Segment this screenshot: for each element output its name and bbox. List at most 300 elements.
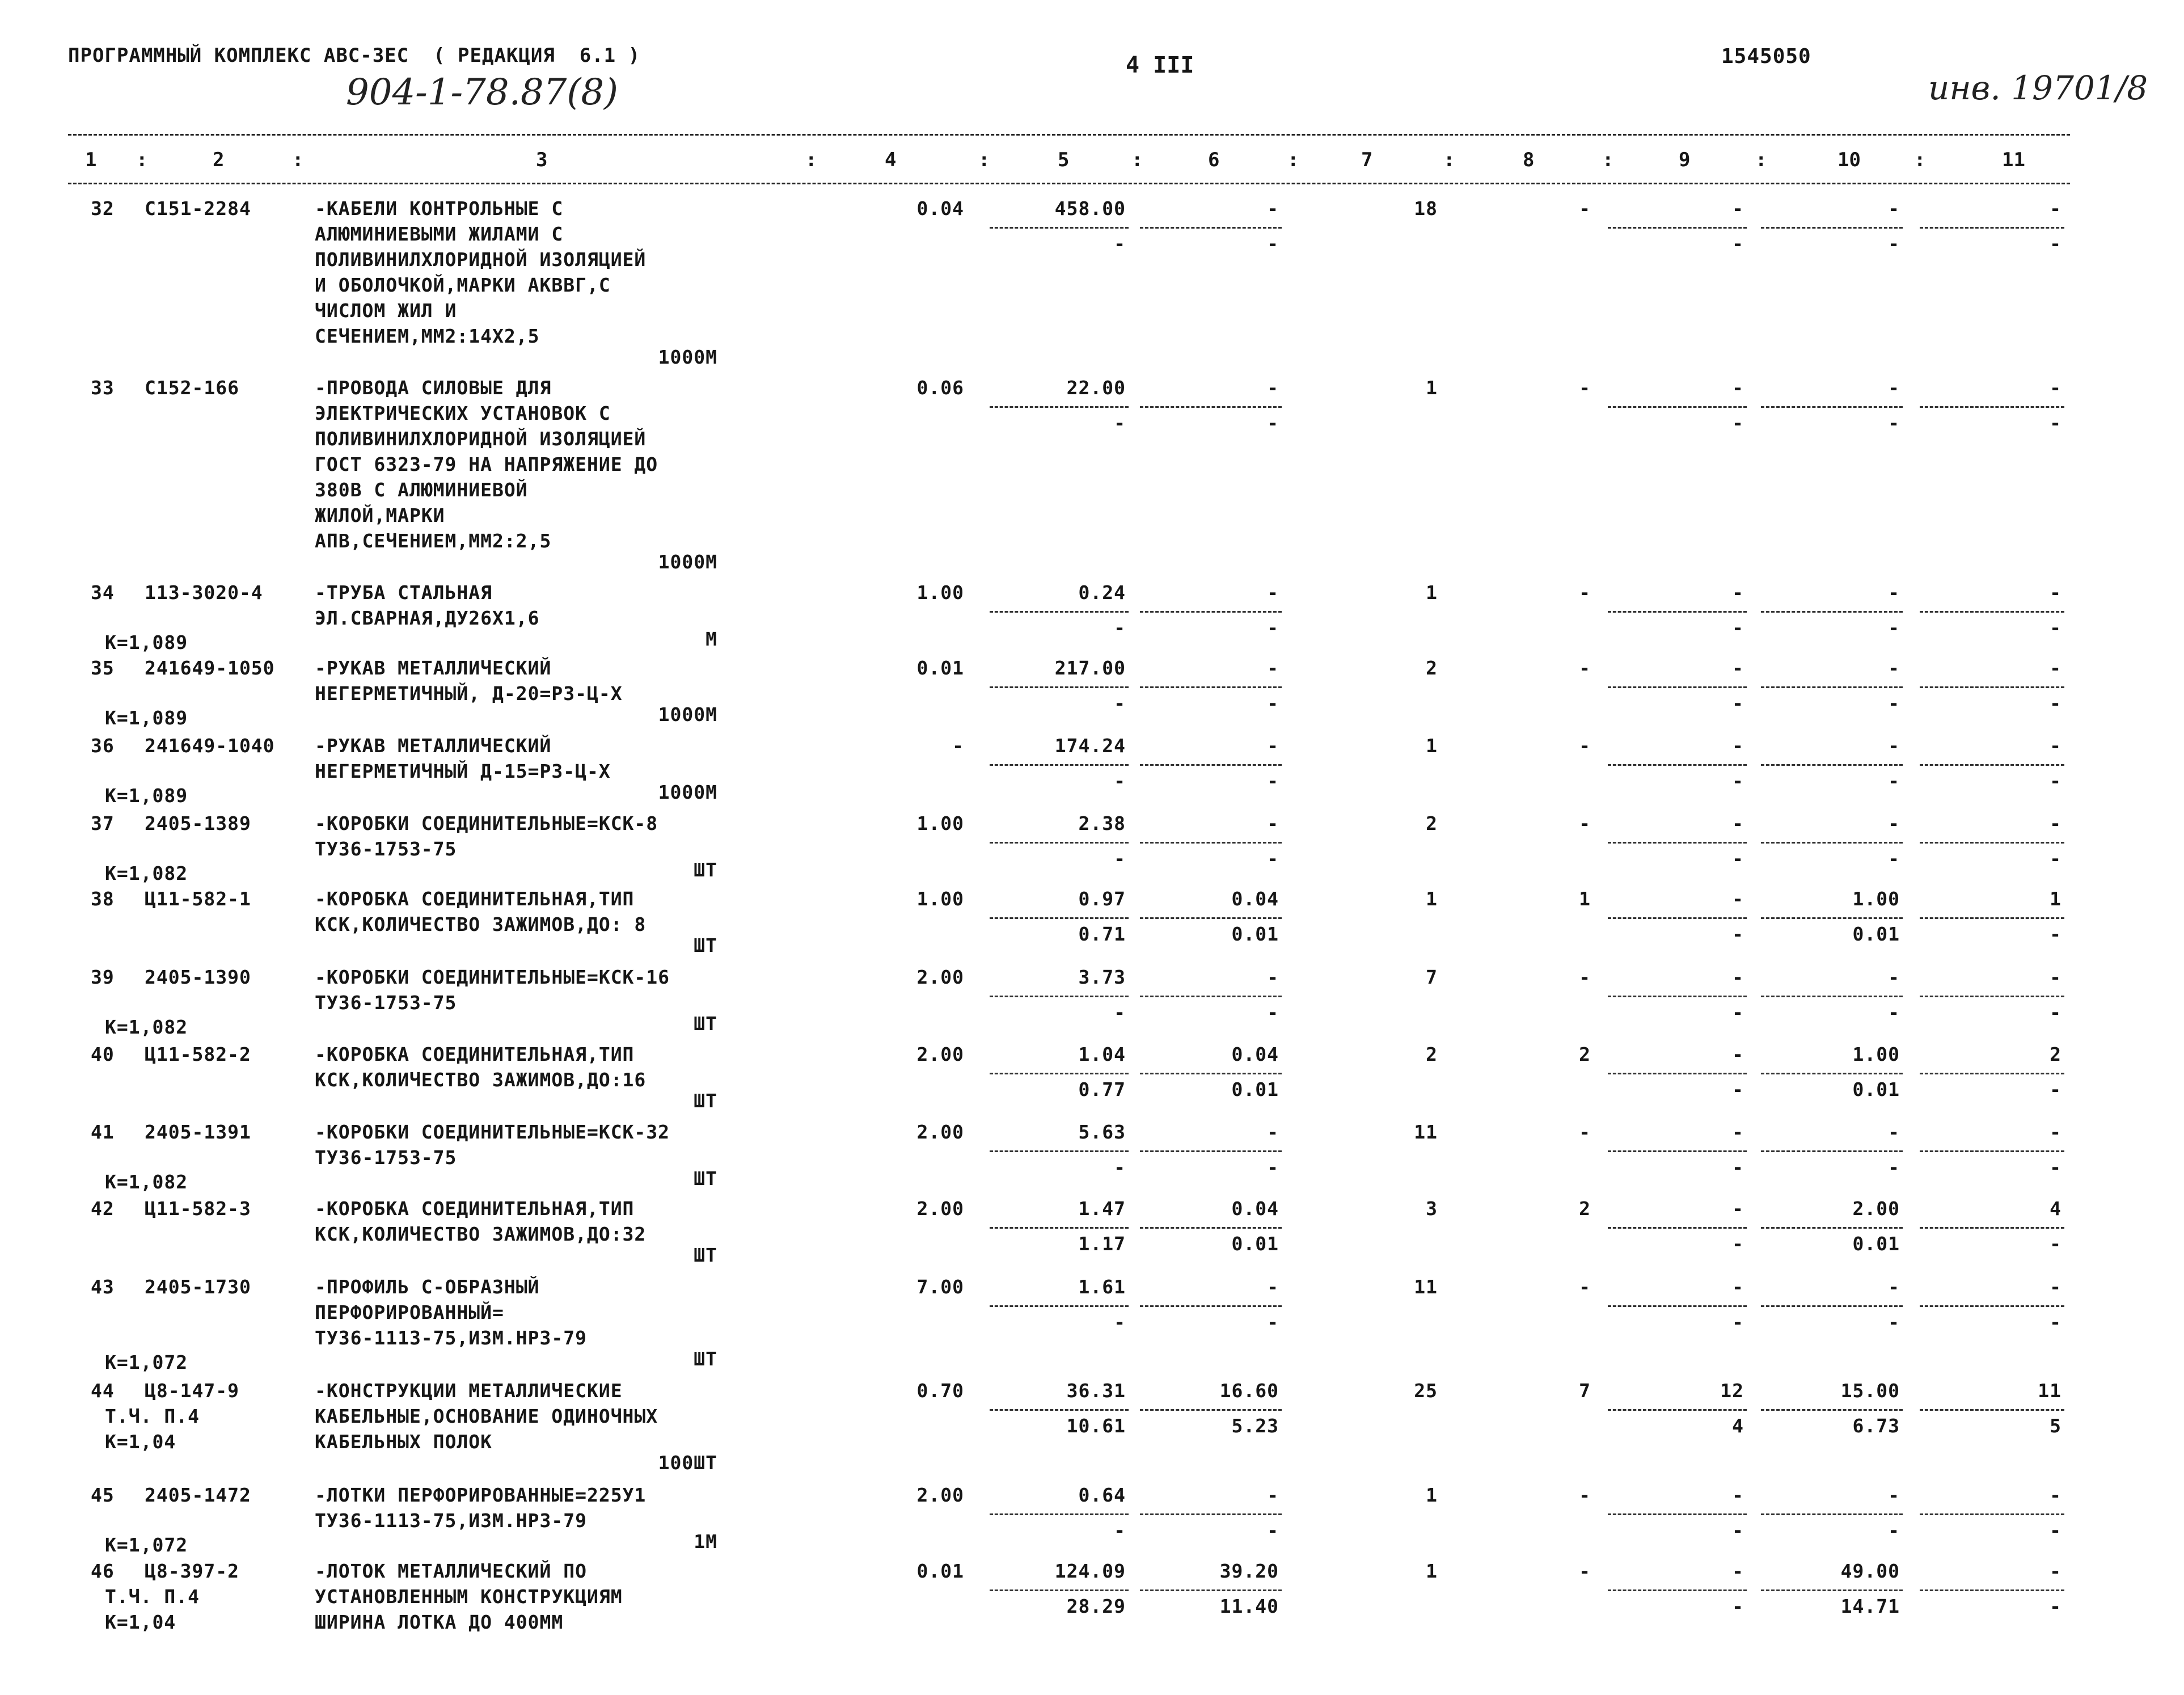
col5-sub-value: 28.29 bbox=[1066, 1595, 1126, 1617]
row-code: Ц8-397-2 bbox=[145, 1560, 239, 1582]
col8-value: - bbox=[1579, 1276, 1591, 1298]
split-line-10 bbox=[1761, 1150, 1903, 1152]
col6-sub-value: 11.40 bbox=[1219, 1595, 1279, 1617]
row-unit: ШТ bbox=[694, 934, 717, 956]
col11-value: 11 bbox=[2038, 1380, 2062, 1402]
col9-value: - bbox=[1732, 1560, 1744, 1582]
split-line-11 bbox=[1920, 996, 2064, 997]
split-line-9 bbox=[1608, 917, 1747, 919]
split-line-9 bbox=[1608, 1073, 1747, 1074]
col7-value: 7 bbox=[1426, 966, 1438, 988]
row-description-line: ТУ36-1113-75,ИЗМ.НР3-79 bbox=[315, 1327, 587, 1349]
col11-value: - bbox=[2050, 581, 2062, 604]
col10-sub-value: - bbox=[1888, 770, 1900, 792]
col5-value: 22.00 bbox=[1066, 377, 1126, 399]
col5-sub-value: - bbox=[1114, 1519, 1126, 1541]
row-number: 44 bbox=[91, 1380, 115, 1402]
col8-value: - bbox=[1579, 1484, 1591, 1506]
col11-value: - bbox=[2050, 197, 2062, 220]
col6-value: - bbox=[1267, 1276, 1279, 1298]
row-code: Ц11-582-2 bbox=[145, 1043, 251, 1065]
split-line-9 bbox=[1608, 1227, 1747, 1229]
row-description-line: -КОРОБКИ СОЕДИНИТЕЛЬНЫЕ=КСК-16 bbox=[315, 966, 670, 988]
split-line-10 bbox=[1761, 1513, 1903, 1515]
split-line-9 bbox=[1608, 764, 1747, 766]
split-line-6 bbox=[1140, 764, 1282, 766]
row-coefficient: К=1,072 bbox=[105, 1351, 188, 1373]
split-line-9 bbox=[1608, 996, 1747, 997]
col5-value: 217.00 bbox=[1054, 657, 1126, 679]
split-line-11 bbox=[1920, 1150, 2064, 1152]
col6-sub-value: - bbox=[1267, 617, 1279, 639]
col6-sub-value: 5.23 bbox=[1231, 1415, 1279, 1437]
split-line-10 bbox=[1761, 1227, 1903, 1229]
row-description-line: -ПРОВОДА СИЛОВЫЕ ДЛЯ bbox=[315, 377, 552, 399]
col11-sub-value: - bbox=[2050, 1519, 2062, 1541]
col4-value: 1.00 bbox=[916, 581, 964, 604]
col7-value: 11 bbox=[1414, 1121, 1438, 1143]
split-line-6 bbox=[1140, 996, 1282, 997]
row-unit: ШТ bbox=[694, 1090, 717, 1112]
split-line-10 bbox=[1761, 764, 1903, 766]
col9-value: - bbox=[1732, 888, 1744, 910]
split-line-6 bbox=[1140, 1589, 1282, 1591]
col11-sub-value: 5 bbox=[2050, 1415, 2062, 1437]
col10-sub-value: - bbox=[1888, 1001, 1900, 1023]
split-line-9 bbox=[1608, 406, 1747, 408]
col10-sub-value: 0.01 bbox=[1852, 1078, 1900, 1101]
col4-value: 0.01 bbox=[916, 1560, 964, 1582]
col5-sub-value: - bbox=[1114, 847, 1126, 870]
row-description-line: -КОРОБКА СОЕДИНИТЕЛЬНАЯ,ТИП bbox=[315, 1043, 635, 1065]
project-code: 904-1-78.87(8) bbox=[346, 71, 618, 113]
split-line-11 bbox=[1920, 842, 2064, 844]
split-line-10 bbox=[1761, 1073, 1903, 1074]
split-line-9 bbox=[1608, 1150, 1747, 1152]
row-unit: М bbox=[706, 628, 717, 650]
col6-sub-value: - bbox=[1267, 1519, 1279, 1541]
row-description-line: ЭЛЕКТРИЧЕСКИХ УСТАНОВОК С bbox=[315, 402, 611, 424]
split-line-5 bbox=[990, 1227, 1129, 1229]
row-description-line: -КОРОБКИ СОЕДИНИТЕЛЬНЫЕ=КСК-32 bbox=[315, 1121, 670, 1143]
col10-sub-value: - bbox=[1888, 617, 1900, 639]
col9-sub-value: - bbox=[1732, 1233, 1744, 1255]
col11-value: - bbox=[2050, 1560, 2062, 1582]
row-code: 2405-1389 bbox=[145, 812, 251, 834]
split-line-10 bbox=[1761, 996, 1903, 997]
col8-value: 1 bbox=[1579, 888, 1591, 910]
row-number: 36 bbox=[91, 735, 115, 757]
col4-value: 2.00 bbox=[916, 1121, 964, 1143]
row-unit: 1000М bbox=[658, 703, 717, 726]
col5-sub-value: - bbox=[1114, 617, 1126, 639]
col8-value: - bbox=[1579, 1121, 1591, 1143]
col5-sub-value: 1.17 bbox=[1078, 1233, 1126, 1255]
row-description-line: КСК,КОЛИЧЕСТВО ЗАЖИМОВ,ДО: 8 bbox=[315, 913, 647, 935]
col11-sub-value: - bbox=[2050, 1311, 2062, 1333]
col11-value: - bbox=[2050, 966, 2062, 988]
row-description-line: ЭЛ.СВАРНАЯ,ДУ26Х1,6 bbox=[315, 607, 540, 629]
row-code: 2405-1390 bbox=[145, 966, 251, 988]
split-line-9 bbox=[1608, 1409, 1747, 1411]
row-description-line: ГОСТ 6323-79 НА НАПРЯЖЕНИЕ ДО bbox=[315, 453, 658, 475]
row-coefficient: Т.Ч. П.4 bbox=[105, 1405, 200, 1427]
col5-value: 0.64 bbox=[1078, 1484, 1126, 1506]
col9-value: - bbox=[1732, 1043, 1744, 1065]
split-line-11 bbox=[1920, 764, 2064, 766]
row-description-line: КАБЕЛЬНЫЕ,ОСНОВАНИЕ ОДИНОЧНЫХ bbox=[315, 1405, 658, 1427]
row-description-line: ТУ36-1753-75 bbox=[315, 838, 457, 860]
split-line-11 bbox=[1920, 227, 2064, 229]
col7-value: 11 bbox=[1414, 1276, 1438, 1298]
split-line-5 bbox=[990, 1589, 1129, 1591]
row-description-line: ТУ36-1753-75 bbox=[315, 1146, 457, 1169]
col6-value: 0.04 bbox=[1231, 1198, 1279, 1220]
column-separator: : bbox=[1287, 149, 1299, 171]
col11-sub-value: - bbox=[2050, 692, 2062, 714]
col11-sub-value: - bbox=[2050, 770, 2062, 792]
row-code: 241649-1050 bbox=[145, 657, 275, 679]
column-separator: : bbox=[1914, 149, 1926, 171]
col4-value: - bbox=[952, 735, 964, 757]
row-unit: 1000М bbox=[658, 551, 717, 573]
split-line-5 bbox=[990, 842, 1129, 844]
split-line-6 bbox=[1140, 227, 1282, 229]
row-unit: ШТ bbox=[694, 859, 717, 881]
col6-sub-value: - bbox=[1267, 847, 1279, 870]
split-line-5 bbox=[990, 227, 1129, 229]
col11-value: - bbox=[2050, 1276, 2062, 1298]
row-description-line: -КОРОБКИ СОЕДИНИТЕЛЬНЫЕ=КСК-8 bbox=[315, 812, 658, 834]
row-code: Ц11-582-1 bbox=[145, 888, 251, 910]
split-line-5 bbox=[990, 686, 1129, 688]
col8-value: 2 bbox=[1579, 1043, 1591, 1065]
col10-value: - bbox=[1888, 657, 1900, 679]
row-code: С152-166 bbox=[145, 377, 239, 399]
col11-sub-value: - bbox=[2050, 233, 2062, 255]
col4-value: 0.06 bbox=[916, 377, 964, 399]
header-top-rule bbox=[68, 134, 2070, 136]
col7-value: 1 bbox=[1426, 377, 1438, 399]
split-line-5 bbox=[990, 611, 1129, 613]
col10-sub-value: 0.01 bbox=[1852, 1233, 1900, 1255]
col5-value: 36.31 bbox=[1066, 1380, 1126, 1402]
col10-value: - bbox=[1888, 735, 1900, 757]
col11-value: 4 bbox=[2050, 1198, 2062, 1220]
col9-value: - bbox=[1732, 735, 1744, 757]
split-line-9 bbox=[1608, 227, 1747, 229]
col6-sub-value: 0.01 bbox=[1231, 923, 1279, 945]
row-code: Ц11-582-3 bbox=[145, 1198, 251, 1220]
row-description-line: НЕГЕРМЕТИЧНЫЙ Д-15=Р3-Ц-Х bbox=[315, 760, 611, 782]
split-line-11 bbox=[1920, 1409, 2064, 1411]
col7-value: 1 bbox=[1426, 1560, 1438, 1582]
row-coefficient: К=1,04 bbox=[105, 1611, 176, 1633]
col6-value: - bbox=[1267, 581, 1279, 604]
col9-value: - bbox=[1732, 1276, 1744, 1298]
col11-sub-value: - bbox=[2050, 1233, 2062, 1255]
row-description-line: И ОБОЛОЧКОЙ,МАРКИ АКВВГ,С bbox=[315, 274, 611, 296]
col10-sub-value: - bbox=[1888, 1311, 1900, 1333]
col4-value: 1.00 bbox=[916, 888, 964, 910]
col9-sub-value: - bbox=[1732, 1078, 1744, 1101]
row-coefficient: К=1,082 bbox=[105, 1016, 188, 1038]
column-header-6: 6 bbox=[1208, 149, 1220, 171]
column-separator: : bbox=[136, 149, 148, 171]
row-number: 41 bbox=[91, 1121, 115, 1143]
col9-sub-value: - bbox=[1732, 1156, 1744, 1178]
column-header-3: 3 bbox=[536, 149, 548, 171]
col10-value: - bbox=[1888, 197, 1900, 220]
col9-sub-value: - bbox=[1732, 1311, 1744, 1333]
col11-value: - bbox=[2050, 812, 2062, 834]
col9-sub-value: - bbox=[1732, 770, 1744, 792]
col7-value: 1 bbox=[1426, 888, 1438, 910]
col5-value: 1.04 bbox=[1078, 1043, 1126, 1065]
col11-value: - bbox=[2050, 1121, 2062, 1143]
row-description-line: ТУ36-1113-75,ИЗМ.НР3-79 bbox=[315, 1510, 587, 1532]
row-description-line: -КОРОБКА СОЕДИНИТЕЛЬНАЯ,ТИП bbox=[315, 1198, 635, 1220]
split-line-10 bbox=[1761, 611, 1903, 613]
col4-value: 0.01 bbox=[916, 657, 964, 679]
row-description-line: ПОЛИВИНИЛХЛОРИДНОЙ ИЗОЛЯЦИЕЙ bbox=[315, 248, 647, 271]
split-line-6 bbox=[1140, 686, 1282, 688]
column-separator: : bbox=[1443, 149, 1455, 171]
split-line-6 bbox=[1140, 406, 1282, 408]
split-line-6 bbox=[1140, 611, 1282, 613]
row-code: 2405-1472 bbox=[145, 1484, 251, 1506]
col6-value: - bbox=[1267, 1484, 1279, 1506]
row-number: 46 bbox=[91, 1560, 115, 1582]
col6-sub-value: - bbox=[1267, 412, 1279, 434]
column-header-11: 11 bbox=[2002, 149, 2025, 171]
page-number: 4 III bbox=[1126, 52, 1194, 78]
split-line-10 bbox=[1761, 1305, 1903, 1307]
col7-value: 1 bbox=[1426, 735, 1438, 757]
col9-sub-value: - bbox=[1732, 1519, 1744, 1541]
split-line-6 bbox=[1140, 1409, 1282, 1411]
column-separator: : bbox=[292, 149, 304, 171]
col4-value: 7.00 bbox=[916, 1276, 964, 1298]
col11-sub-value: - bbox=[2050, 1078, 2062, 1101]
col7-value: 3 bbox=[1426, 1198, 1438, 1220]
row-coefficient: К=1,089 bbox=[105, 785, 188, 807]
col6-sub-value: - bbox=[1267, 1311, 1279, 1333]
row-number: 33 bbox=[91, 377, 115, 399]
col9-value: - bbox=[1732, 581, 1744, 604]
col6-value: 16.60 bbox=[1219, 1380, 1279, 1402]
col5-value: 0.97 bbox=[1078, 888, 1126, 910]
column-separator: : bbox=[978, 149, 990, 171]
split-line-10 bbox=[1761, 406, 1903, 408]
col6-sub-value: - bbox=[1267, 1156, 1279, 1178]
col4-value: 2.00 bbox=[916, 1043, 964, 1065]
row-description-line: ПЕРФОРИРОВАННЫЙ= bbox=[315, 1301, 504, 1323]
col10-value: 15.00 bbox=[1840, 1380, 1900, 1402]
col5-sub-value: - bbox=[1114, 233, 1126, 255]
row-description-line: ПОЛИВИНИЛХЛОРИДНОЙ ИЗОЛЯЦИЕЙ bbox=[315, 428, 647, 450]
col10-sub-value: - bbox=[1888, 233, 1900, 255]
col8-value: - bbox=[1579, 581, 1591, 604]
column-header-1: 1 bbox=[85, 149, 97, 171]
split-line-9 bbox=[1608, 1305, 1747, 1307]
row-number: 43 bbox=[91, 1276, 115, 1298]
col9-sub-value: - bbox=[1732, 233, 1744, 255]
col10-value: - bbox=[1888, 581, 1900, 604]
col11-sub-value: - bbox=[2050, 1595, 2062, 1617]
split-line-6 bbox=[1140, 1227, 1282, 1229]
split-line-10 bbox=[1761, 1409, 1903, 1411]
col9-sub-value: - bbox=[1732, 1595, 1744, 1617]
row-unit: ШТ bbox=[694, 1167, 717, 1190]
row-description-line: ТУ36-1753-75 bbox=[315, 992, 457, 1014]
col9-value: - bbox=[1732, 1484, 1744, 1506]
col10-value: - bbox=[1888, 1276, 1900, 1298]
col9-value: - bbox=[1732, 1121, 1744, 1143]
row-number: 35 bbox=[91, 657, 115, 679]
col10-sub-value: - bbox=[1888, 692, 1900, 714]
col10-value: 1.00 bbox=[1852, 888, 1900, 910]
col8-value: - bbox=[1579, 197, 1591, 220]
split-line-5 bbox=[990, 1409, 1129, 1411]
split-line-9 bbox=[1608, 686, 1747, 688]
split-line-9 bbox=[1608, 842, 1747, 844]
split-line-5 bbox=[990, 1513, 1129, 1515]
col11-value: 2 bbox=[2050, 1043, 2062, 1065]
header-bottom-rule bbox=[68, 183, 2070, 184]
row-description-line: АЛЮМИНИЕВЫМИ ЖИЛАМИ С bbox=[315, 223, 564, 245]
col11-value: - bbox=[2050, 377, 2062, 399]
row-description-line: -ПРОФИЛЬ С-ОБРАЗНЫЙ bbox=[315, 1276, 540, 1298]
col7-value: 2 bbox=[1426, 812, 1438, 834]
col10-sub-value: - bbox=[1888, 412, 1900, 434]
row-code: 241649-1040 bbox=[145, 735, 275, 757]
col8-value: 7 bbox=[1579, 1380, 1591, 1402]
row-description-line: НЕГЕРМЕТИЧНЫЙ, Д-20=Р3-Ц-Х bbox=[315, 682, 623, 705]
row-number: 42 bbox=[91, 1198, 115, 1220]
column-separator: : bbox=[1602, 149, 1614, 171]
row-description-line: -КОНСТРУКЦИИ МЕТАЛЛИЧЕСКИЕ bbox=[315, 1380, 623, 1402]
col4-value: 1.00 bbox=[916, 812, 964, 834]
col8-value: - bbox=[1579, 657, 1591, 679]
col5-sub-value: - bbox=[1114, 1001, 1126, 1023]
row-code: 2405-1391 bbox=[145, 1121, 251, 1143]
col10-value: - bbox=[1888, 1121, 1900, 1143]
col5-sub-value: - bbox=[1114, 770, 1126, 792]
split-line-11 bbox=[1920, 1073, 2064, 1074]
split-line-10 bbox=[1761, 1589, 1903, 1591]
col5-value: 1.47 bbox=[1078, 1198, 1126, 1220]
col9-sub-value: 4 bbox=[1732, 1415, 1744, 1437]
inventory-number: инв. 19701/8 bbox=[1928, 69, 2148, 107]
row-description-line: ЧИСЛОМ ЖИЛ И bbox=[315, 300, 457, 322]
row-unit: 100ШТ bbox=[658, 1452, 717, 1474]
col6-sub-value: - bbox=[1267, 1001, 1279, 1023]
col10-sub-value: 6.73 bbox=[1852, 1415, 1900, 1437]
split-line-11 bbox=[1920, 611, 2064, 613]
row-coefficient: К=1,04 bbox=[105, 1431, 176, 1453]
col10-value: 1.00 bbox=[1852, 1043, 1900, 1065]
col5-value: 1.61 bbox=[1078, 1276, 1126, 1298]
col6-sub-value: 0.01 bbox=[1231, 1233, 1279, 1255]
split-line-5 bbox=[990, 1305, 1129, 1307]
col10-sub-value: - bbox=[1888, 847, 1900, 870]
col5-value: 2.38 bbox=[1078, 812, 1126, 834]
col9-value: - bbox=[1732, 966, 1744, 988]
row-description-line: -КАБЕЛИ КОНТРОЛЬНЫЕ С bbox=[315, 197, 564, 220]
row-description-line: СЕЧЕНИЕМ,ММ2:14Х2,5 bbox=[315, 325, 540, 347]
column-separator: : bbox=[1131, 149, 1143, 171]
col7-value: 2 bbox=[1426, 657, 1438, 679]
col5-value: 458.00 bbox=[1054, 197, 1126, 220]
col8-value: - bbox=[1579, 735, 1591, 757]
col5-sub-value: - bbox=[1114, 692, 1126, 714]
col10-value: - bbox=[1888, 966, 1900, 988]
col10-sub-value: - bbox=[1888, 1156, 1900, 1178]
col9-sub-value: - bbox=[1732, 412, 1744, 434]
column-header-2: 2 bbox=[213, 149, 225, 171]
row-number: 32 bbox=[91, 197, 115, 220]
row-number: 39 bbox=[91, 966, 115, 988]
col11-sub-value: - bbox=[2050, 847, 2062, 870]
split-line-6 bbox=[1140, 842, 1282, 844]
row-description-line: КСК,КОЛИЧЕСТВО ЗАЖИМОВ,ДО:16 bbox=[315, 1069, 647, 1091]
column-header-8: 8 bbox=[1523, 149, 1535, 171]
row-description-line: -ТРУБА СТАЛЬНАЯ bbox=[315, 581, 493, 604]
split-line-11 bbox=[1920, 1305, 2064, 1307]
col8-value: - bbox=[1579, 966, 1591, 988]
split-line-9 bbox=[1608, 1589, 1747, 1591]
split-line-10 bbox=[1761, 917, 1903, 919]
col11-sub-value: - bbox=[2050, 1001, 2062, 1023]
col9-sub-value: - bbox=[1732, 692, 1744, 714]
col9-sub-value: - bbox=[1732, 923, 1744, 945]
col9-sub-value: - bbox=[1732, 617, 1744, 639]
col4-value: 0.70 bbox=[916, 1380, 964, 1402]
col4-value: 2.00 bbox=[916, 966, 964, 988]
row-number: 40 bbox=[91, 1043, 115, 1065]
column-header-10: 10 bbox=[1837, 149, 1861, 171]
col10-sub-value: - bbox=[1888, 1519, 1900, 1541]
split-line-11 bbox=[1920, 1513, 2064, 1515]
col11-sub-value: - bbox=[2050, 1156, 2062, 1178]
split-line-9 bbox=[1608, 611, 1747, 613]
split-line-5 bbox=[990, 764, 1129, 766]
col6-value: - bbox=[1267, 657, 1279, 679]
col10-value: 2.00 bbox=[1852, 1198, 1900, 1220]
col8-value: - bbox=[1579, 1560, 1591, 1582]
col6-value: 0.04 bbox=[1231, 1043, 1279, 1065]
row-number: 37 bbox=[91, 812, 115, 834]
row-description-line: -КОРОБКА СОЕДИНИТЕЛЬНАЯ,ТИП bbox=[315, 888, 635, 910]
row-coefficient: К=1,082 bbox=[105, 862, 188, 884]
row-number: 45 bbox=[91, 1484, 115, 1506]
col9-value: 12 bbox=[1720, 1380, 1744, 1402]
col6-value: - bbox=[1267, 735, 1279, 757]
col6-value: 39.20 bbox=[1219, 1560, 1279, 1582]
col6-sub-value: - bbox=[1267, 770, 1279, 792]
row-coefficient: К=1,089 bbox=[105, 631, 188, 653]
col6-sub-value: - bbox=[1267, 233, 1279, 255]
col8-value: 2 bbox=[1579, 1198, 1591, 1220]
row-code: 113-3020-4 bbox=[145, 581, 263, 604]
col5-value: 174.24 bbox=[1054, 735, 1126, 757]
col11-value: - bbox=[2050, 1484, 2062, 1506]
column-separator: : bbox=[805, 149, 817, 171]
col11-value: - bbox=[2050, 657, 2062, 679]
split-line-11 bbox=[1920, 1589, 2064, 1591]
split-line-10 bbox=[1761, 686, 1903, 688]
